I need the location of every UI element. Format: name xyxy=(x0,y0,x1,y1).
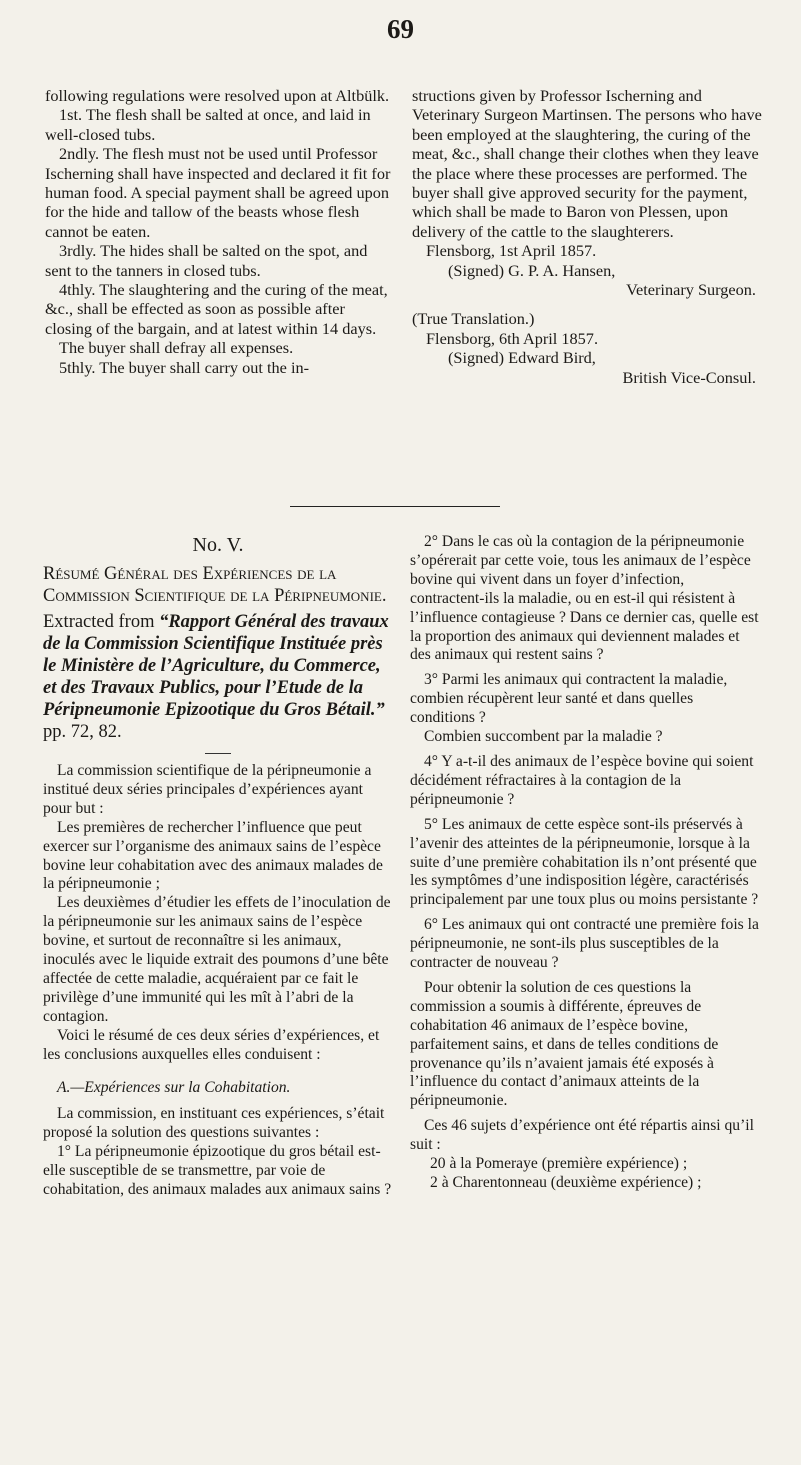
extracted-source: “Rapport Général des travaux de la Commission Scientifique Instituée près le Ministère de l’Agriculture, du Commerce, et des Travaux Publics, pour l’Etude de la Péripneumonie Epizootique du Gros Bétail.” xyxy=(43,612,389,720)
section-a-heading xyxy=(43,1079,393,1098)
place-date-2: Flensborg, 6th April 1857. xyxy=(426,328,599,348)
paragraph-2: Les premières de rechercher l’influence que peut exercer sur l’organisme des animaux sains de l’espèce bovine leur cohabitation avec des animaux malades de la péripneumonie ; xyxy=(43,818,383,893)
paragraph-5: La commission, en instituant ces expériences, s’était proposé la solution des questions suivantes : xyxy=(43,1105,385,1142)
regulation-3: 3rdly. The hides shall be salted on the spot, and sent to the tanners in closed tubs. xyxy=(45,241,368,280)
page-number: 69 xyxy=(387,14,414,44)
place-date-1: Flensborg, 1st April 1857. xyxy=(426,241,597,261)
regulation-2: 2ndly. The flesh must not be used until Professor Ischerning shall have inspected and declared it fit for human food. A special payment shall be agreed upon for the hide and tallow of the beasts whose flesh cannot be eaten. xyxy=(45,144,391,241)
question-6: 6° Les animaux qui ont contracté une première fois la péripneumonie, ne sont-ils plus susceptibles de la contracter de nouveau ? xyxy=(410,916,759,972)
list-item-2: 2 à Charentonneau (deuxième expérience) ; xyxy=(430,1174,702,1191)
signature-1: (Signed) G. P. A. Hansen, xyxy=(448,260,616,280)
regulations-intro: following regulations were resolved upon at Altbülk. xyxy=(45,86,390,105)
paragraph-8: Ces 46 sujets d’expérience ont été répartis ainsi qu’il suit : xyxy=(410,1117,754,1154)
regulation-4: 4thly. The slaughtering and the curing of the meat, &c., shall be effected as soon as possible after closing of the bargain, and at latest within 14 days. xyxy=(45,280,388,338)
paragraph-1: La commission scientifique de la péripneumonie a institué deux séries principales d’expériences ayant pour but : xyxy=(43,762,372,817)
question-5: 5° Les animaux de cette espèce sont-ils préservés à l’avenir des atteintes de la péripneumonie, lorsque à la suite d’une première cohabitation ils n’ont présenté que les symptômes d’une indisposition légère, caractérisés principalement par une toux plus ou moins persistante ? xyxy=(410,815,759,909)
bottom-left-column xyxy=(43,533,393,1200)
section-a-text: A.—Expériences sur la Cohabitation. xyxy=(57,1078,291,1096)
question-3: 3° Parmi les animaux qui contractent la maladie, combien récupèrent leur santé et dans quelles conditions ? xyxy=(410,671,728,727)
paragraph-4: Voici le résumé de ces deux séries d’expériences, et les conclusions auxquelles elles conduisent : xyxy=(43,1026,380,1063)
regulation-5: 5thly. The buyer shall carry out the in- xyxy=(59,357,310,377)
signature-2-title: British Vice-Consul. xyxy=(622,367,756,387)
section-divider xyxy=(290,506,500,507)
top-left-column xyxy=(45,86,395,377)
question-2: 2° Dans le cas où la contagion de la péripneumonie s’opérerait par cette voie, tous les animaux de l’espèce bovine qui vivent dans un foyer d’infection, contractent-ils la maladie, ou en est-il qui résistent à l’influence contagieuse ? Dans ce dernier cas, quelle est la proportion des animaux qui deviennent malades et des animaux qui restent sains ? xyxy=(410,533,759,664)
regulation-5-continued: structions given by Professor Ischerning and Veterinary Surgeon Martinsen. The persons who have been employed at the slaughtering, the curing of the meat, &c., shall change their clothes when they leave the place where these processes are performed. The buyer shall give approved security for the payment, which shall be made to Baron von Plessen, upon delivery of the cattle to the slaughterers. xyxy=(412,86,762,241)
list-item-1: 20 à la Pomeraye (première expérience) ; xyxy=(430,1155,688,1173)
signature-2: (Signed) Edward Bird, xyxy=(448,348,596,368)
buyer-expenses: The buyer shall defray all expenses. xyxy=(59,338,294,358)
bottom-right-column xyxy=(410,533,760,1193)
short-rule xyxy=(205,753,231,754)
question-3b: Combien succombent par la maladie ? xyxy=(424,728,663,746)
document-number: No. V. xyxy=(192,534,244,556)
true-translation: (True Translation.) xyxy=(412,309,535,329)
signature-1-title: Veterinary Surgeon. xyxy=(626,280,756,300)
regulation-1: 1st. The flesh shall be salted at once, and laid in well-closed tubs. xyxy=(45,105,371,144)
paragraph-3: Les deuxièmes d’étudier les effets de l’inoculation de la péripneumonie sur les animaux sains de l’espèce bovine, et surtout de reconnaître si les animaux, inoculés avec le liquide extrait des poumons d’une bête affectée de cette maladie, acquéraient par ce fait le privilège d’une immunité qui les mît à l’abri de la contagion. xyxy=(43,894,391,1025)
extracted-from xyxy=(43,611,393,743)
question-1: 1° La péripneumonie épizootique du gros bétail est-elle susceptible de se transmettre, par voie de cohabitation, des animaux malades aux animaux sains ? xyxy=(43,1143,392,1199)
paragraph-7: Pour obtenir la solution de ces questions la commission a soumis à différente, épreuves de cohabitation 46 animaux de l’espèce bovine, parfaitement sains, et dans de telles conditions de provenance qu’ils n’avaient jamais été exposés à l’influence du contact d’animaux atteints de la péripneumonie. xyxy=(410,978,719,1110)
question-4: 4° Y a-t-il des animaux de l’espèce bovine qui soient décidément réfractaires à la contagion de la péripneumonie ? xyxy=(410,752,754,808)
extracted-prefix: Extracted from xyxy=(43,612,160,632)
extracted-pages: pp. 72, 82. xyxy=(43,722,122,742)
resume-title: Résumé Général des Expériences de la Commission Scientifique de la Péripneumonie. xyxy=(43,564,387,606)
top-right-column xyxy=(412,86,762,387)
